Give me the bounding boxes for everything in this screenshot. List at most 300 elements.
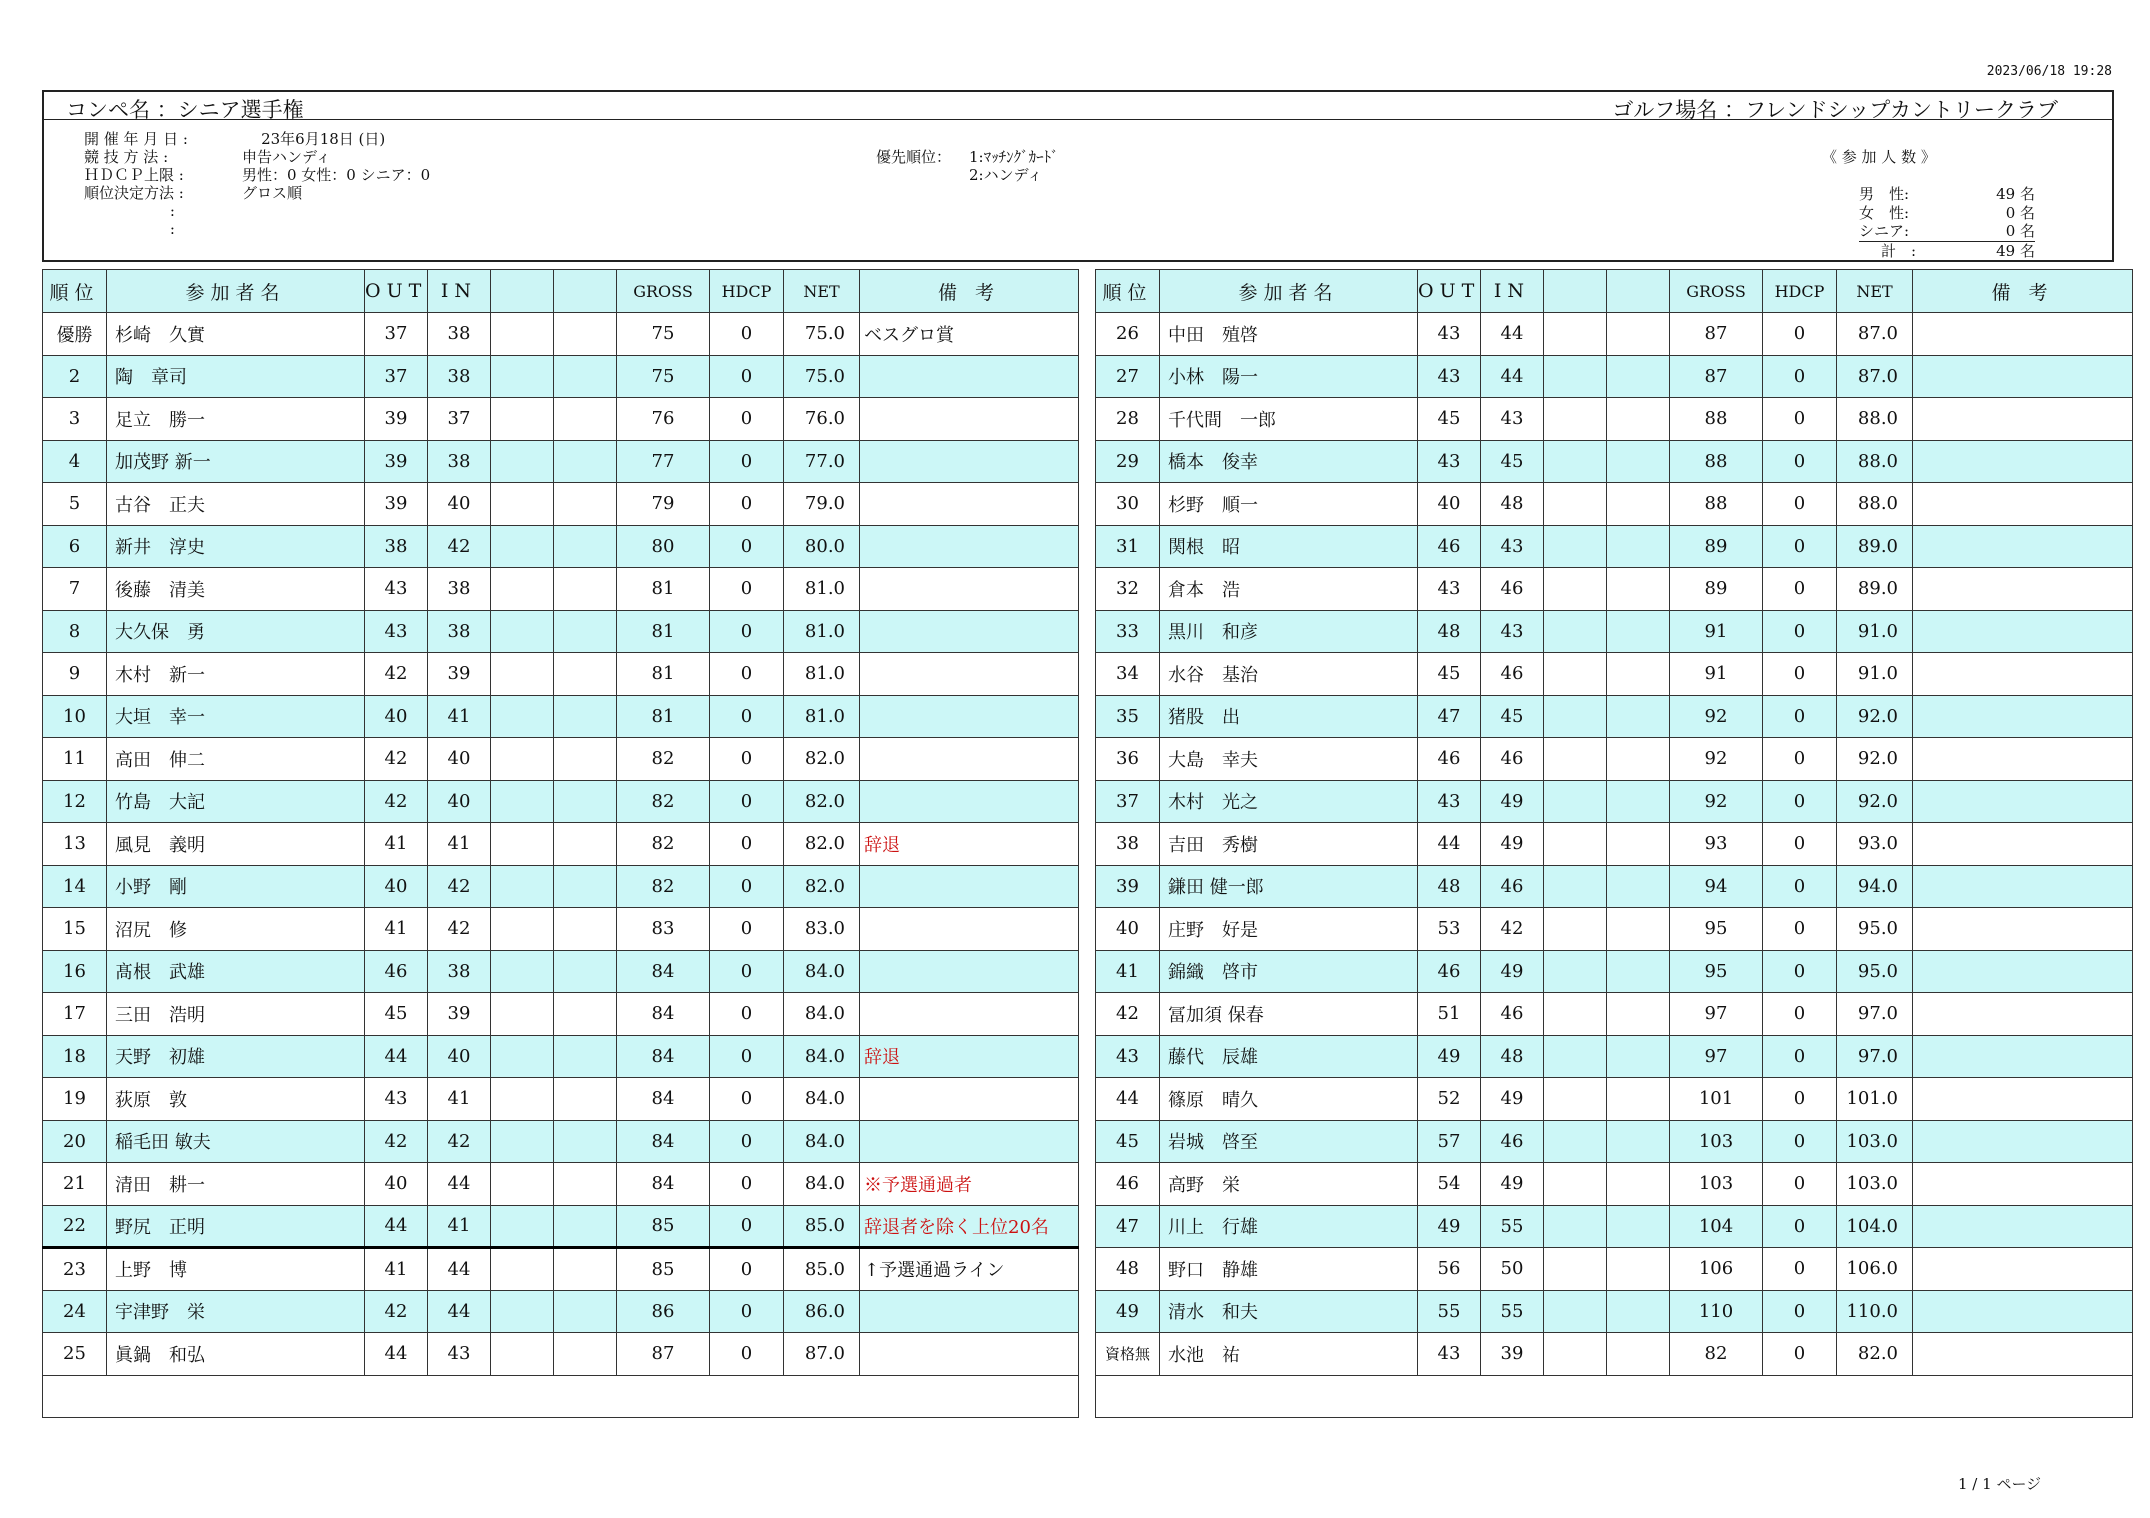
hdcp-cell: 0 — [710, 1248, 784, 1291]
male-label: 男 性: — [1859, 185, 1910, 203]
net-score-cell: 79.0 — [784, 483, 860, 526]
blank-cell — [491, 653, 554, 696]
rank-cell: 35 — [1096, 695, 1160, 738]
result-row — [1096, 695, 2133, 738]
gross-score-cell: 82 — [617, 780, 710, 823]
blank-cell — [1544, 993, 1607, 1036]
result-row — [1096, 908, 2133, 951]
in-score-cell: 43 — [1481, 525, 1544, 568]
note-cell — [1913, 1333, 2133, 1376]
blank-cell — [491, 993, 554, 1036]
col-name: 参加者名 — [1160, 270, 1418, 313]
blank-cell — [554, 440, 617, 483]
gross-score-cell: 84 — [617, 1035, 710, 1078]
title-bar — [42, 90, 2114, 120]
in-score-cell: 39 — [428, 993, 491, 1036]
net-score-cell: 89.0 — [1837, 568, 1913, 611]
gross-score-cell: 84 — [617, 1163, 710, 1206]
in-score-cell: 46 — [1481, 653, 1544, 696]
note-cell — [860, 993, 1079, 1036]
hdcp-cell: 0 — [1763, 610, 1837, 653]
hdcp-cell: 0 — [710, 695, 784, 738]
blank-cell — [1544, 823, 1607, 866]
rank-cell: 29 — [1096, 440, 1160, 483]
result-row — [43, 525, 1079, 568]
gross-score-cell: 77 — [617, 440, 710, 483]
note-cell — [860, 1333, 1079, 1376]
blank-cell — [1544, 1205, 1607, 1248]
out-score-cell: 46 — [365, 950, 428, 993]
blank-cell — [1544, 1163, 1607, 1206]
out-score-cell: 40 — [1418, 483, 1481, 526]
note-cell — [860, 483, 1079, 526]
blank-cell — [554, 1078, 617, 1121]
hdcp-cell: 0 — [1763, 1248, 1837, 1291]
rank-cell: 3 — [43, 398, 107, 441]
rank-cell: 44 — [1096, 1078, 1160, 1121]
empty-cell — [43, 1375, 1079, 1418]
result-row — [43, 440, 1079, 483]
rank-cell: 21 — [43, 1163, 107, 1206]
competition-info — [42, 120, 2114, 262]
out-score-cell: 42 — [365, 1290, 428, 1333]
gross-score-cell: 75 — [617, 313, 710, 356]
priority-label: 優先順位： — [876, 148, 952, 166]
out-score-cell: 44 — [365, 1333, 428, 1376]
note-cell — [1913, 610, 2133, 653]
blank-cell — [1544, 1035, 1607, 1078]
net-score-cell: 85.0 — [784, 1248, 860, 1291]
rank-cell: 20 — [43, 1120, 107, 1163]
rank-cell: 45 — [1096, 1120, 1160, 1163]
rank-cell: 37 — [1096, 780, 1160, 823]
rank-cell: 39 — [1096, 865, 1160, 908]
result-row — [43, 1333, 1079, 1376]
in-score-cell: 42 — [1481, 908, 1544, 951]
note-cell — [1913, 865, 2133, 908]
blank-cell — [491, 1163, 554, 1206]
blank-cell — [1607, 780, 1670, 823]
result-row — [43, 1248, 1079, 1291]
note-cell — [1913, 483, 2133, 526]
blank-cell — [1607, 355, 1670, 398]
blank-cell — [554, 1035, 617, 1078]
blank-cell — [1544, 1333, 1607, 1376]
hdcp-cell: 0 — [1763, 1120, 1837, 1163]
gross-score-cell: 92 — [1670, 695, 1763, 738]
in-score-cell: 46 — [1481, 993, 1544, 1036]
blank-cell — [1544, 483, 1607, 526]
rank-cell: 41 — [1096, 950, 1160, 993]
hdcp-cell: 0 — [1763, 865, 1837, 908]
player-name-cell: 鎌田 健一郎 — [1160, 865, 1418, 908]
out-score-cell: 45 — [1418, 398, 1481, 441]
out-score-cell: 47 — [1418, 695, 1481, 738]
result-row — [43, 313, 1079, 356]
empty-row — [43, 1375, 1079, 1418]
note-cell — [1913, 1290, 2133, 1333]
net-score-cell: 82.0 — [784, 738, 860, 781]
note-cell — [1913, 313, 2133, 356]
in-score-cell: 43 — [1481, 610, 1544, 653]
net-score-cell: 82.0 — [784, 780, 860, 823]
hdcp-cell: 0 — [710, 950, 784, 993]
blank-cell — [491, 695, 554, 738]
blank-cell — [491, 355, 554, 398]
net-score-cell: 85.0 — [784, 1205, 860, 1248]
blank-cell — [491, 1248, 554, 1291]
blank-cell — [1544, 950, 1607, 993]
out-score-cell: 56 — [1418, 1248, 1481, 1291]
blank-cell — [554, 1248, 617, 1291]
net-score-cell: 84.0 — [784, 1120, 860, 1163]
senior-label: シニア: — [1859, 222, 1910, 240]
hdcp-cell: 0 — [710, 738, 784, 781]
rank-cell: 22 — [43, 1205, 107, 1248]
gross-score-cell: 95 — [1670, 908, 1763, 951]
player-name-cell: 後藤 清美 — [107, 568, 365, 611]
blank-cell — [491, 525, 554, 568]
col-out: OUT — [365, 270, 428, 313]
net-score-cell: 86.0 — [784, 1290, 860, 1333]
player-name-cell: 大久保 勇 — [107, 610, 365, 653]
player-name-cell: 木村 新一 — [107, 653, 365, 696]
blank-cell — [491, 440, 554, 483]
net-score-cell: 103.0 — [1837, 1163, 1913, 1206]
hdcp-cell: 0 — [710, 993, 784, 1036]
gross-score-cell: 89 — [1670, 525, 1763, 568]
net-score-cell: 97.0 — [1837, 993, 1913, 1036]
participant-counts — [1859, 185, 2035, 260]
net-score-cell: 92.0 — [1837, 695, 1913, 738]
course-name: ゴルフ場名 ：フレンドシップカントリークラブ — [1612, 98, 2058, 122]
gross-score-cell: 81 — [617, 695, 710, 738]
in-score-cell: 37 — [428, 398, 491, 441]
blank-cell — [491, 780, 554, 823]
rank-cell: 25 — [43, 1333, 107, 1376]
result-row — [43, 1205, 1079, 1248]
gross-score-cell: 79 — [617, 483, 710, 526]
player-name-cell: 木村 光之 — [1160, 780, 1418, 823]
gross-score-cell: 81 — [617, 610, 710, 653]
net-score-cell: 91.0 — [1837, 653, 1913, 696]
player-name-cell: 加茂野 新一 — [107, 440, 365, 483]
note-cell — [1913, 823, 2133, 866]
net-score-cell: 80.0 — [784, 525, 860, 568]
participant-count-title: 《 参 加 人 数 》 — [1822, 148, 1936, 166]
out-score-cell: 52 — [1418, 1078, 1481, 1121]
note-cell: ※予選通過者 — [860, 1163, 1079, 1206]
in-score-cell: 49 — [1481, 823, 1544, 866]
result-row — [1096, 355, 2133, 398]
col-blank — [491, 270, 554, 313]
hdcp-cell: 0 — [710, 610, 784, 653]
gross-score-cell: 82 — [617, 823, 710, 866]
blank-cell — [1607, 950, 1670, 993]
note-cell — [1913, 1163, 2133, 1206]
rank-cell: 30 — [1096, 483, 1160, 526]
col-note: 備 考 — [860, 270, 1079, 313]
blank-cell — [554, 1333, 617, 1376]
result-row — [1096, 398, 2133, 441]
gross-score-cell: 92 — [1670, 738, 1763, 781]
player-name-cell: 猪股 出 — [1160, 695, 1418, 738]
net-score-cell: 75.0 — [784, 355, 860, 398]
hdcp-cell: 0 — [1763, 1035, 1837, 1078]
hdcp-cell: 0 — [1763, 1205, 1837, 1248]
in-score-cell: 44 — [428, 1163, 491, 1206]
result-row — [43, 695, 1079, 738]
blank-cell — [1544, 525, 1607, 568]
result-row — [1096, 653, 2133, 696]
player-name-cell: 倉本 浩 — [1160, 568, 1418, 611]
player-name-cell: 風見 義明 — [107, 823, 365, 866]
female-count: 0 名 — [2005, 203, 2035, 222]
blank-cell — [554, 1120, 617, 1163]
rank-cell: 13 — [43, 823, 107, 866]
result-row — [43, 1035, 1079, 1078]
rank-cell: 46 — [1096, 1163, 1160, 1206]
in-score-cell: 44 — [428, 1248, 491, 1291]
blank-cell — [491, 483, 554, 526]
note-cell — [860, 610, 1079, 653]
rank-cell: 27 — [1096, 355, 1160, 398]
in-score-cell: 38 — [428, 440, 491, 483]
note-cell — [1913, 653, 2133, 696]
blank-cell — [1544, 313, 1607, 356]
player-name-cell: 高田 伸二 — [107, 738, 365, 781]
rank-cell: 12 — [43, 780, 107, 823]
in-score-cell: 42 — [428, 525, 491, 568]
result-row — [43, 483, 1079, 526]
blank-cell — [491, 1290, 554, 1333]
out-score-cell: 43 — [365, 1078, 428, 1121]
net-score-cell: 81.0 — [784, 695, 860, 738]
hdcp-cell: 0 — [710, 908, 784, 951]
blank-cell — [554, 1290, 617, 1333]
blank-cell — [1544, 1078, 1607, 1121]
out-score-cell: 53 — [1418, 908, 1481, 951]
note-cell — [1913, 1205, 2133, 1248]
gross-score-cell: 94 — [1670, 865, 1763, 908]
gross-score-cell: 86 — [617, 1290, 710, 1333]
note-cell — [860, 568, 1079, 611]
col-net: NET — [1837, 270, 1913, 313]
info-values: 23年6月18日 (日) 申告ハンディ 男性：0 女性：0 シニア：0 グロス順 — [242, 130, 431, 202]
hdcp-cell: 0 — [1763, 908, 1837, 951]
net-score-cell: 101.0 — [1837, 1078, 1913, 1121]
blank-cell — [554, 865, 617, 908]
net-score-cell: 88.0 — [1837, 398, 1913, 441]
note-cell — [1913, 993, 2133, 1036]
player-name-cell: 眞鍋 和弘 — [107, 1333, 365, 1376]
net-score-cell: 83.0 — [784, 908, 860, 951]
player-name-cell: 足立 勝一 — [107, 398, 365, 441]
blank-cell — [1607, 1205, 1670, 1248]
empty-row — [1096, 1375, 2133, 1418]
blank-cell — [554, 568, 617, 611]
col-rank: 順位 — [43, 270, 107, 313]
note-cell — [860, 1120, 1079, 1163]
gross-score-cell: 81 — [617, 568, 710, 611]
blank-cell — [1607, 865, 1670, 908]
hdcp-cell: 0 — [710, 1333, 784, 1376]
out-score-cell: 49 — [1418, 1205, 1481, 1248]
rank-cell: 10 — [43, 695, 107, 738]
blank-cell — [1607, 738, 1670, 781]
result-row — [43, 865, 1079, 908]
blank-cell — [491, 313, 554, 356]
blank-cell — [1544, 440, 1607, 483]
blank-cell — [554, 610, 617, 653]
out-score-cell: 39 — [365, 440, 428, 483]
result-row — [43, 398, 1079, 441]
net-score-cell: 82.0 — [1837, 1333, 1913, 1376]
gross-score-cell: 82 — [617, 738, 710, 781]
table-header-row — [43, 270, 1079, 313]
net-score-cell: 88.0 — [1837, 483, 1913, 526]
gross-score-cell: 103 — [1670, 1163, 1763, 1206]
out-score-cell: 41 — [365, 908, 428, 951]
out-score-cell: 40 — [365, 865, 428, 908]
player-name-cell: 竹島 大記 — [107, 780, 365, 823]
player-name-cell: 錦織 啓市 — [1160, 950, 1418, 993]
blank-cell — [554, 1163, 617, 1206]
hdcp-cell: 0 — [710, 780, 784, 823]
rank-cell: 16 — [43, 950, 107, 993]
out-score-cell: 46 — [1418, 738, 1481, 781]
result-row — [1096, 610, 2133, 653]
col-hdcp: HDCP — [710, 270, 784, 313]
gross-score-cell: 88 — [1670, 440, 1763, 483]
gross-score-cell: 103 — [1670, 1120, 1763, 1163]
note-cell — [1913, 1078, 2133, 1121]
blank-cell — [554, 695, 617, 738]
gross-score-cell: 88 — [1670, 398, 1763, 441]
hdcp-cell: 0 — [710, 1163, 784, 1206]
in-score-cell: 45 — [1481, 695, 1544, 738]
blank-cell — [1544, 1120, 1607, 1163]
blank-cell — [491, 950, 554, 993]
out-score-cell: 43 — [365, 568, 428, 611]
blank-cell — [1544, 908, 1607, 951]
in-score-cell: 49 — [1481, 1078, 1544, 1121]
player-name-cell: 清水 和夫 — [1160, 1290, 1418, 1333]
table-header-row — [1096, 270, 2133, 313]
out-score-cell: 48 — [1418, 610, 1481, 653]
col-rank: 順位 — [1096, 270, 1160, 313]
player-name-cell: 小林 陽一 — [1160, 355, 1418, 398]
blank-cell — [554, 993, 617, 1036]
result-row — [1096, 1163, 2133, 1206]
out-score-cell: 48 — [1418, 865, 1481, 908]
result-row — [1096, 1290, 2133, 1333]
out-score-cell: 40 — [365, 1163, 428, 1206]
net-score-cell: 76.0 — [784, 398, 860, 441]
blank-cell — [554, 823, 617, 866]
result-row — [1096, 865, 2133, 908]
blank-cell — [1544, 738, 1607, 781]
in-score-cell: 49 — [1481, 950, 1544, 993]
blank-cell — [1607, 908, 1670, 951]
player-name-cell: 荻原 敦 — [107, 1078, 365, 1121]
hdcp-cell: 0 — [1763, 483, 1837, 526]
player-name-cell: 小野 剛 — [107, 865, 365, 908]
result-row — [1096, 1248, 2133, 1291]
out-score-cell: 45 — [1418, 653, 1481, 696]
note-cell — [1913, 950, 2133, 993]
gross-score-cell: 92 — [1670, 780, 1763, 823]
result-row — [1096, 483, 2133, 526]
note-cell: ↑予選通過ライン — [860, 1248, 1079, 1291]
player-name-cell: 大垣 幸一 — [107, 695, 365, 738]
gross-score-cell: 93 — [1670, 823, 1763, 866]
hdcp-cell: 0 — [1763, 653, 1837, 696]
note-cell — [860, 738, 1079, 781]
blank-cell — [1607, 1120, 1670, 1163]
out-score-cell: 43 — [1418, 355, 1481, 398]
result-row — [43, 780, 1079, 823]
hdcp-cell: 0 — [1763, 950, 1837, 993]
in-score-cell: 44 — [428, 1290, 491, 1333]
note-cell — [1913, 440, 2133, 483]
in-score-cell: 42 — [428, 908, 491, 951]
in-score-cell: 48 — [1481, 1035, 1544, 1078]
result-row — [43, 908, 1079, 951]
note-cell — [860, 908, 1079, 951]
gross-score-cell: 87 — [1670, 313, 1763, 356]
rank-cell: 47 — [1096, 1205, 1160, 1248]
player-name-cell: 藤代 辰雄 — [1160, 1035, 1418, 1078]
blank-cell — [1607, 823, 1670, 866]
gross-score-cell: 82 — [1670, 1333, 1763, 1376]
hdcp-cell: 0 — [710, 653, 784, 696]
rank-cell: 9 — [43, 653, 107, 696]
in-score-cell: 38 — [428, 313, 491, 356]
result-row — [1096, 993, 2133, 1036]
in-score-cell: 44 — [1481, 313, 1544, 356]
col-gross: GROSS — [1670, 270, 1763, 313]
net-score-cell: 84.0 — [784, 1078, 860, 1121]
result-row — [1096, 1035, 2133, 1078]
blank-cell — [1607, 525, 1670, 568]
col-blank — [1607, 270, 1670, 313]
blank-cell — [491, 398, 554, 441]
gross-score-cell: 97 — [1670, 993, 1763, 1036]
net-score-cell: 84.0 — [784, 1163, 860, 1206]
hdcp-cell: 0 — [1763, 568, 1837, 611]
blank-cell — [491, 908, 554, 951]
blank-cell — [491, 1078, 554, 1121]
blank-cell — [1607, 568, 1670, 611]
blank-cell — [1607, 1333, 1670, 1376]
gross-score-cell: 89 — [1670, 568, 1763, 611]
blank-cell — [1607, 1163, 1670, 1206]
rank-cell: 11 — [43, 738, 107, 781]
gross-score-cell: 97 — [1670, 1035, 1763, 1078]
out-score-cell: 43 — [1418, 313, 1481, 356]
in-score-cell: 42 — [428, 1120, 491, 1163]
blank-cell — [554, 738, 617, 781]
rank-cell: 23 — [43, 1248, 107, 1291]
net-score-cell: 81.0 — [784, 568, 860, 611]
blank-cell — [1607, 313, 1670, 356]
hdcp-cell: 0 — [710, 865, 784, 908]
rank-cell: 8 — [43, 610, 107, 653]
in-score-cell: 40 — [428, 483, 491, 526]
rank-cell: 19 — [43, 1078, 107, 1121]
rank-cell: 5 — [43, 483, 107, 526]
